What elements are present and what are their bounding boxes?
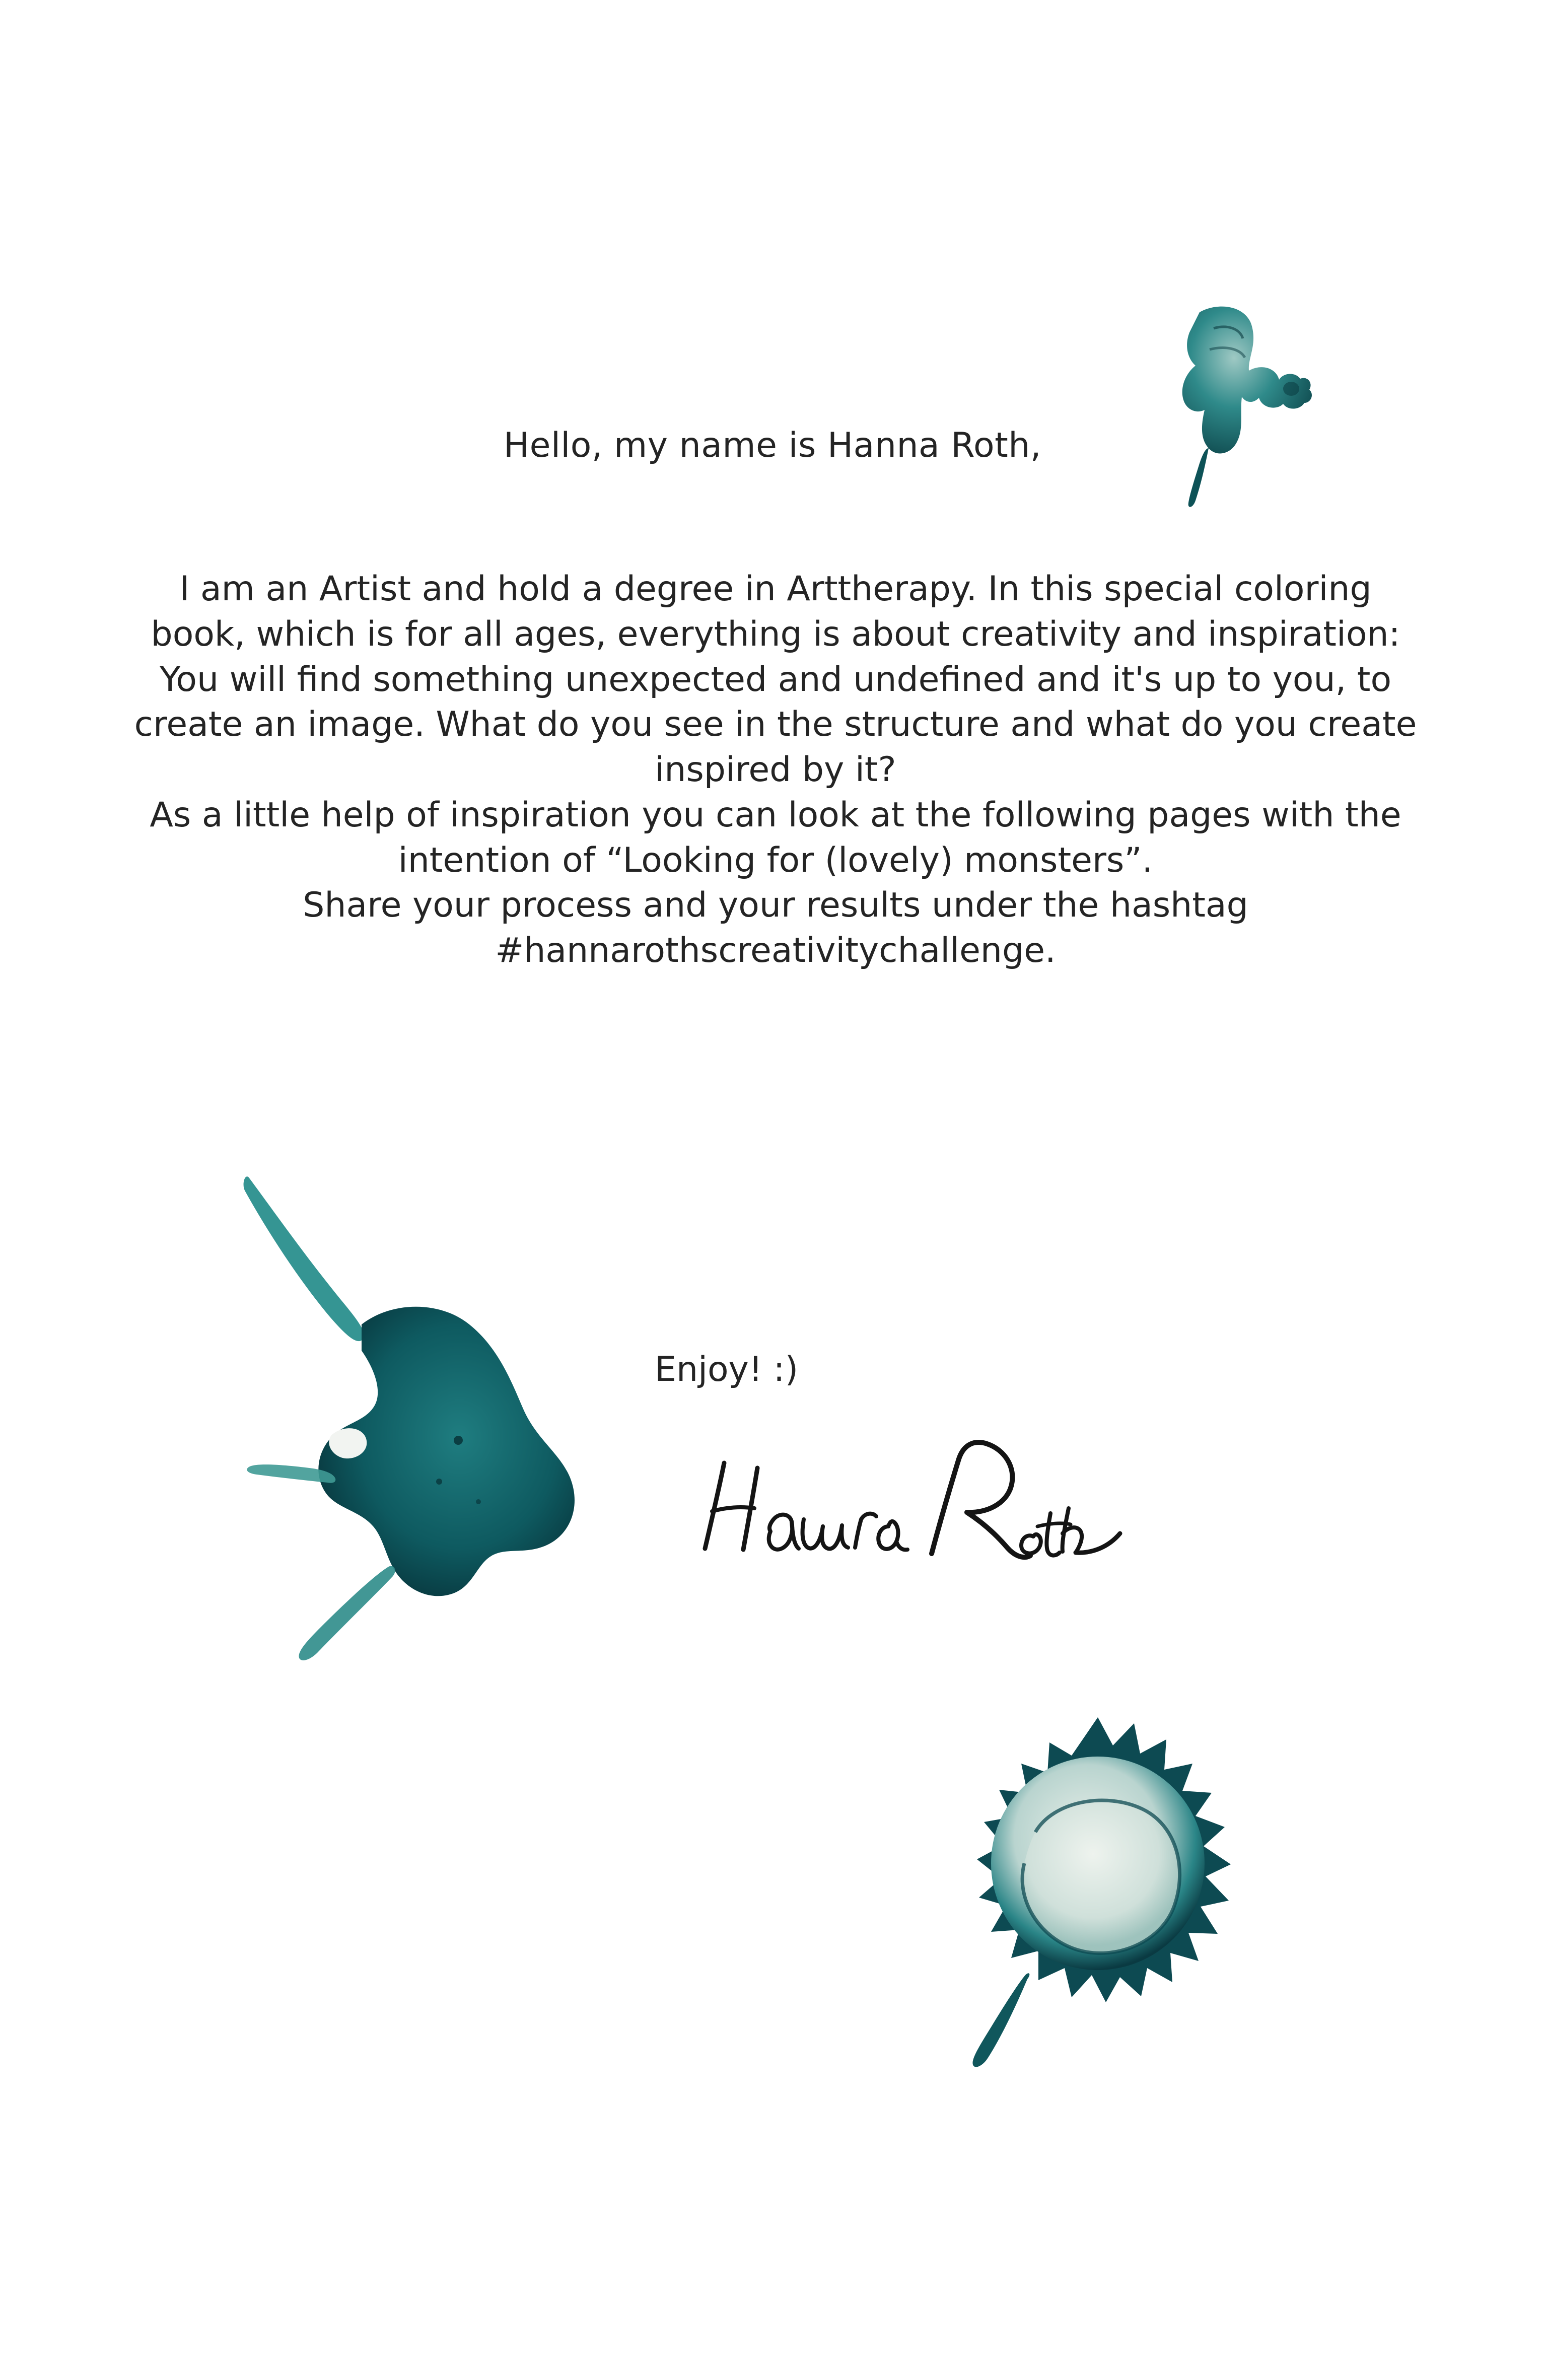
teal-ink-blot-spiky-round-icon <box>876 1697 1319 2140</box>
body-copy <box>131 567 1420 973</box>
page-greeting: Hello, my name is Hanna Roth, <box>503 426 1042 465</box>
paragraph-1: I am an Artist and hold a degree in Arttherapy. In this special coloring book, which is for all ages, everything is about creativity and inspiration: <box>151 569 1400 654</box>
signature-hanna-roth <box>695 1433 1148 1589</box>
paragraph-3: As a little help of inspiration you can look at the following pages with the intention of “Looking for (lovely) monsters”. <box>150 795 1401 880</box>
teal-ink-blot-splash-large-icon <box>242 1173 675 1742</box>
teal-ink-blot-small-creature-icon <box>1153 297 1319 514</box>
paragraph-2: You will find something unexpected and undefined and it's up to you, to create an image. What do you see in the structure and what do you create inspired by it? <box>134 659 1417 790</box>
paragraph-4: Share your process and your results under the hashtag #hannarothscreativitychallenge. <box>303 885 1248 970</box>
closing-text: Enjoy! :) <box>655 1350 799 1389</box>
